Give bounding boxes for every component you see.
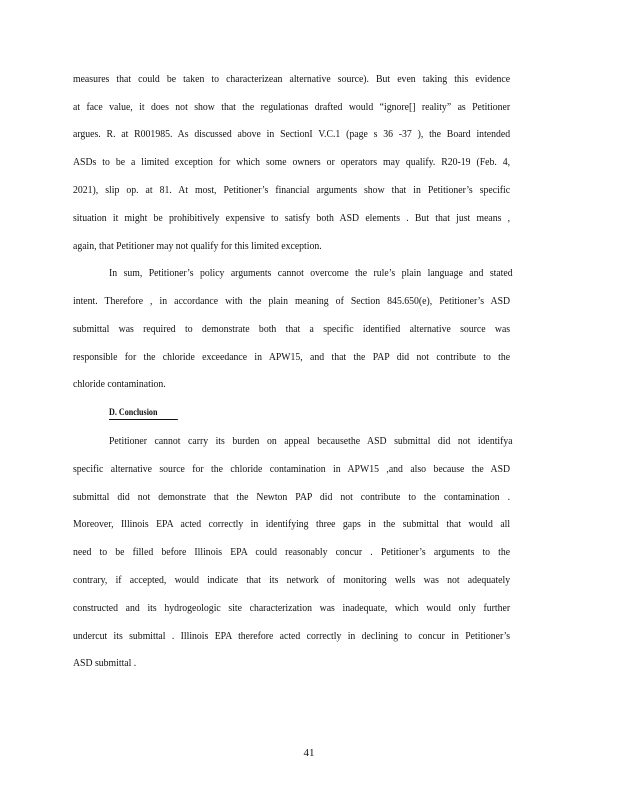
paragraph-3-line: Moreover, Illinois EPA acted correctly in identifying three gaps in the submittal that would all [73,519,511,530]
section-heading-conclusion: D. Conclusion [109,407,178,420]
paragraph-3-line: contrary, if accepted, would indicate that its network of monitoring wells was not adequately [73,575,511,586]
paragraph-1-line: argues. R. at R001985. As discussed above in SectionI V.C.1 (page s 36 -37 ), the Board intended [73,129,511,140]
paragraph-1-line: ASDs to be a limited exception for which some owners or operators may qualify. R20-19 (Feb. 4, [73,157,511,168]
paragraph-3-line: submittal did not demonstrate that the Newton PAP did not contribute to the contamination . [73,492,511,503]
paragraph-1-line: measures that could be taken to characterizean alternative source). But even taking this evidence [73,74,511,85]
paragraph-2-line: submittal was required to demonstrate both that a specific identified alternative source was [73,324,511,335]
paragraph-2-line: intent. Therefore , in accordance with the plain meaning of Section 845.650(e), Petitioner’s ASD [73,296,511,307]
paragraph-3-line: specific alternative source for the chloride contamination in APW15 ,and also because the ASD [73,464,511,475]
paragraph-2-line: In sum, Petitioner’s policy arguments cannot overcome the rule’s plain language and stated [109,268,513,279]
paragraph-1-line: 2021), slip op. at 81. At most, Petitioner’s financial arguments show that in Petitioner’s specific [73,185,511,196]
paragraph-2-line: chloride contamination. [73,379,166,390]
paragraph-2-line: responsible for the chloride exceedance in APW15, and that the PAP did not contribute to the [73,352,511,363]
paragraph-3-line: constructed and its hydrogeologic site characterization was inadequate, which would only further [73,603,511,614]
paragraph-1-line: at face value, it does not show that the regulationas drafted would “ignore[] reality” as Petitioner [73,102,511,113]
paragraph-1-line: again, that Petitioner may not qualify for this limited exception. [73,241,322,252]
paragraph-3-line: ASD submittal . [73,658,137,669]
paragraph-3-line: undercut its submittal . Illinois EPA therefore acted correctly in declining to concur in Petitioner’s [73,631,511,642]
paragraph-3-line: Petitioner cannot carry its burden on appeal becausethe ASD submittal did not identifya [109,436,513,447]
paragraph-3-line: need to be filled before Illinois EPA could reasonably concur . Petitioner’s arguments to the [73,547,511,558]
paragraph-1-line: situation it might be prohibitively expensive to satisfy both ASD elements . But that just means , [73,213,511,224]
page-number: 41 [303,747,315,759]
